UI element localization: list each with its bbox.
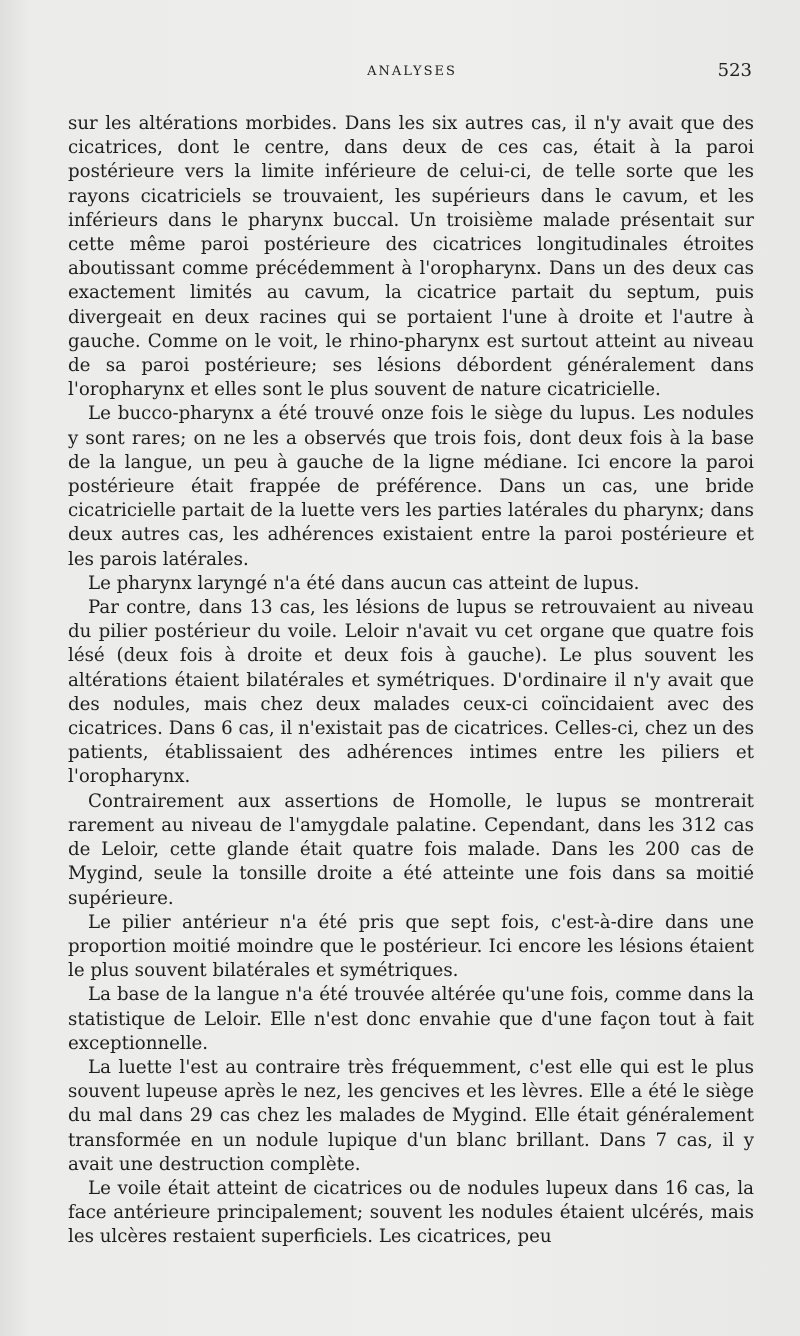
running-title: ANALYSES [367,64,457,79]
paragraph-amygdale: Contrairement aux assertions de Homolle, le lupus se montrerait rarement au niveau de l'amygdale palatine. Cependant, dans les 312 cas de Leloir, cette glande était quatre fois malade. Dans les 200 cas de Mygind, seule la tonsille droite a été atteinte une fois dans sa moitié supérieure. [68,790,754,909]
paragraph-voile: Le voile était atteint de cicatrices ou de nodules lupeux dans 16 cas, la face antérieure principalement; souvent les nodules étaient ulcérés, mais les ulcères restaient superficiels. Les cicatrices, peu [68,1177,754,1248]
paragraph-pilier-anterieur: Le pilier antérieur n'a été pris que sept fois, c'est-à-dire dans une proportion moitié moindre que le postérieur. Ici encore les lésions étaient le plus souvent bilatérales et symétriques. [68,911,754,982]
page-header [72,60,752,90]
paragraph-pilier-posterieur: Par contre, dans 13 cas, les lésions de lupus se retrouvaient au niveau du pilier postérieur du voile. Leloir n'avait vu cet organe que quatre fois lésé (deux fois à droite et deux fois à gauche). Le plus souvent les altérations étaient bilatérales et symétriques. D'ordinaire il n'y avait que des nodules, mais chez deux malades ceux-ci coïncidaient avec des cicatrices. Dans 6 cas, il n'existait pas de cicatrices. Celles-ci, chez un des patients, établissaient des adhérences intimes entre les piliers et l'oropharynx. [68,597,754,788]
paragraph-base-langue: La base de la langue n'a été trouvée altérée qu'une fois, comme dans la statistique de Leloir. Elle n'est donc envahie que d'une façon tout à fait exceptionnelle. [68,984,754,1054]
paragraph-rhinopharynx-continued: sur les altérations morbides. Dans les six autres cas, il n'y avait que des cicatrices, dont le centre, dans deux de ces cas, était à la paroi postérieure vers la limite inférieure de celui-ci, de telle sorte que les rayons cicatriciels se trouvaient, les supérieurs dans le cavum, et les inférieurs dans le pharynx buccal. Un troisième malade présentait sur cette même paroi postérieure des cicatrices longitudinales étroites aboutissant comme précédemment à l'oropharynx. Dans un des deux cas exactement limités au cavum, la cicatrice partait du septum, puis divergeait en deux racines qui se portaient l'une à droite et l'autre à gauche. Comme on le voit, le rhino-pharynx est surtout atteint au niveau de sa paroi postérieure; ses lésions débordent généralement dans l'oropharynx et elles sont le plus souvent de nature cicatricielle. [68,113,754,401]
page-number: 523 [717,60,752,81]
paragraph-luette: La luette l'est au contraire très fréquemment, c'est elle qui est le plus souvent lupeuse après le nez, les gencives et les lèvres. Elle a été le siège du mal dans 29 cas chez les malades de Mygind. Elle était généralement transformée en un nodule lupique d'un blanc brillant. Dans 7 cas, il y avait une destruction complète. [68,1056,754,1175]
body-text [68,112,754,1250]
paragraph-bucco-pharynx: Le bucco-pharynx a été trouvé onze fois le siège du lupus. Les nodules y sont rares; on ne les a observés que trois fois, dont deux fois à la base de la langue, un peu à gauche de la ligne médiane. Ici encore la paroi postérieure était frappée de préférence. Dans un cas, une bride cicatricielle partait de la luette vers les parties latérales du pharynx; dans deux autres cas, les adhérences existaient entre la paroi postérieure et les parois latérales. [68,403,754,570]
paragraph-pharynx-larynge: Le pharynx laryngé n'a été dans aucun cas atteint de lupus. [88,572,640,594]
